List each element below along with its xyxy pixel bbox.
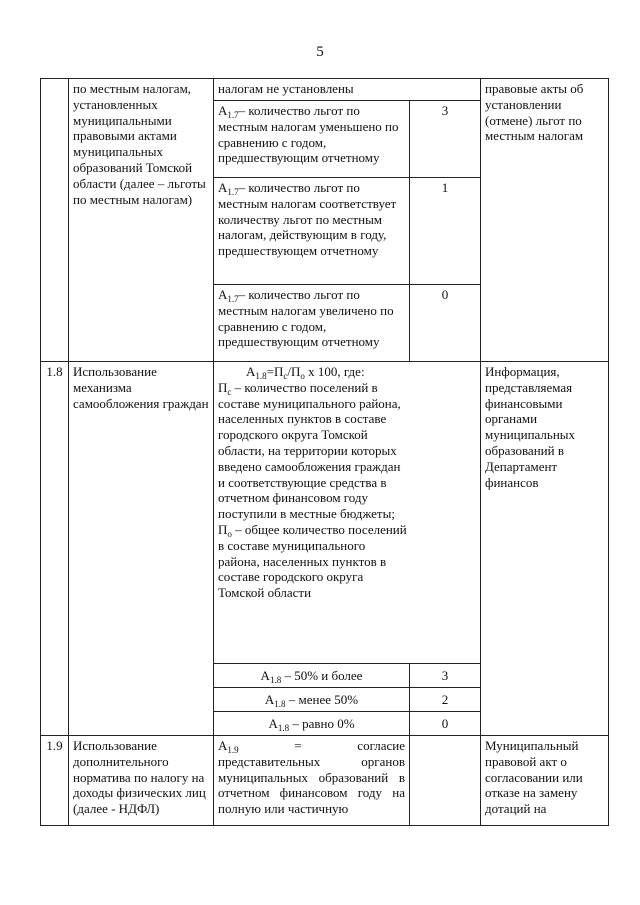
option-text: – количество льгот по местным налогам увеличено по сравнению с годом, предшествующим отчетному <box>218 287 394 350</box>
page-number: 5 <box>316 44 324 60</box>
calc-method-cell <box>214 79 481 101</box>
option-cell: $А_{1.7}-$ количество льгот по местным налогам увеличено по сравнению с годом, предшествующим отчетному <box>214 285 410 362</box>
score-cell: 3 <box>410 664 481 688</box>
source-text: Информация, представляемая финансовыми органами муниципальных образований в Департамент финансов <box>485 364 576 490</box>
table-row <box>41 736 609 826</box>
indicator-name: Использование механизма самообложения граждан <box>73 364 209 411</box>
score-cell <box>410 736 481 826</box>
option-cell: $А_{1.8}$ – равно 0% <box>214 712 410 736</box>
option-cell: $А_{1.8}$ – менее 50% <box>214 688 410 712</box>
formula-line: $А_{1.9}$ = согласие <box>218 738 405 755</box>
indicator-name: по местным налогам, установленных муниципальными правовыми актами муниципальных образований Томской области (далее – льготы по местным налогам) <box>73 81 206 207</box>
calc-method-cell <box>214 736 410 826</box>
source-cell <box>481 362 609 736</box>
source-text: Муниципальный правовой акт о согласовании или отказе на замену дотаций на <box>485 738 583 817</box>
score-cell: 3 <box>410 101 481 178</box>
score-cell: 2 <box>410 688 481 712</box>
source-text: правовые акты об установлении (отмене) льгот по местным налогам <box>485 81 584 144</box>
score-cell: 1 <box>410 178 481 285</box>
option-cell: $А_{1.8} - 50\%$ и более <box>214 664 410 688</box>
formula-line: $А_{1.8}=П_с/П_о$ х 100, где: <box>246 364 365 381</box>
option-cell: $А_{1.7}-$ количество льгот по местным налогам уменьшено по сравнению с годом, предшествующим отчетному <box>214 101 410 178</box>
source-cell <box>481 79 609 362</box>
calc-method-cell <box>214 362 481 664</box>
definition-text: $П_о$ – общее количество поселений в составе муниципального района, населенных пунктов в составе городского округа Томской области <box>218 521 407 601</box>
definition-text: $П_с$ – количество поселений в составе муниципального района, населенных пунктов в составе городского округа Томской области, на территории которых введено самообложения граждан и соответствующие средства в отчетном финансовом году поступили в местные бюджеты; <box>218 379 401 522</box>
option-text: – количество льгот по местным налогам соответствует количеству льгот по местным налогам, действующим в году, предшествующем отчетному <box>218 180 397 259</box>
option-cell: $А_{1.7}-$ количество льгот по местным налогам соответствует количеству льгот по местным налогам, действующим в году, предшествующем отчетному <box>214 178 410 285</box>
source-cell <box>481 736 609 826</box>
indicator-name-cell <box>69 736 214 826</box>
calc-method-text: налогам не установлены <box>218 81 354 96</box>
criteria-table <box>40 78 609 826</box>
score-cell: 0 <box>410 712 481 736</box>
row-number-cell <box>41 79 69 362</box>
row-number-cell: 1.8 <box>41 362 69 736</box>
option-text: – количество льгот по местным налогам уменьшено по сравнению с годом, предшествующим отчетному <box>218 103 399 166</box>
calc-method-text: представительных органов муниципальных образований в отчетном финансовом году на полную или частичную <box>218 753 405 817</box>
indicator-name: Использование дополнительного норматива по налогу на доходы физических лиц (далее - НДФЛ) <box>73 738 206 817</box>
row-number-cell: 1.9 <box>41 736 69 826</box>
table-row <box>41 79 609 101</box>
table-row <box>41 362 609 664</box>
indicator-name-cell <box>69 362 214 736</box>
score-cell: 0 <box>410 285 481 362</box>
indicator-name-cell <box>69 79 214 362</box>
